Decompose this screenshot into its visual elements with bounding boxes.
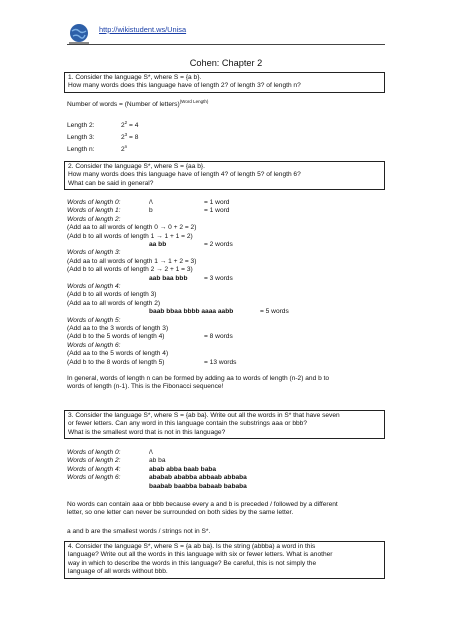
- q3-answer-block: [67, 449, 387, 536]
- formula-exponent: (Word Length): [179, 98, 209, 104]
- q2-l6-step-a: (Add aa to the 5 words of length 4): [67, 350, 169, 358]
- q2-l6-step-b: (Add b to the 8 words of length 5): [67, 358, 165, 366]
- q2-l4-step-b: (Add aa to all words of length 2): [67, 299, 161, 307]
- formula-line: [67, 98, 209, 109]
- question-4-box: [64, 541, 385, 579]
- question-4-line-1: 4. Consider the language S*, where S = {a ab ba}. Is the string (abbba) a word in this: [68, 543, 316, 550]
- q3-l2-label: Words of length 2:: [67, 457, 121, 465]
- site-url-link[interactable]: http://wikistudent.ws/Unisa: [99, 25, 187, 34]
- q2-l2-step-b: (Add b to all words of length 1 → 1 + 1 = 2): [67, 232, 193, 240]
- question-2-line-1: 2. Consider the language S*, where S = {aa b}.: [68, 163, 205, 170]
- q3-l4-words: abab abba baab baba: [149, 465, 217, 473]
- q2-l3-step-b: (Add b to all words of length 2 → 2 + 1 = 3): [67, 266, 193, 274]
- q2-l3-step-a: (Add aa to all words of length 1 → 1 + 2 = 3): [67, 257, 197, 265]
- q3-l4-label: Words of length 4:: [67, 465, 121, 473]
- q2-l5-count: = 8 words: [204, 333, 233, 341]
- length-n-base: 2: [121, 146, 125, 153]
- q3-l2-words: ab ba: [149, 457, 166, 465]
- q2-l2-words: aa bb: [149, 241, 167, 248]
- q3-note-line-1: No words can contain aaa or bbb because every a and b is preceded / followed by a different: [67, 500, 338, 508]
- q2-l4-count: = 5 words: [260, 308, 289, 316]
- q2-l1-count: = 1 word: [204, 207, 230, 215]
- q3-note-line-3: a and b are the smallest words / strings not in S*.: [67, 527, 211, 535]
- question-4-line-3: way in which to describe the words in this language? Be careful, this is not simply the: [68, 559, 317, 567]
- question-1-line-2: How many words does this language have of length 2? of length 3? of length n?: [68, 82, 301, 90]
- q2-l6-count: = 13 words: [204, 358, 237, 366]
- question-4-line-4: language of all words without bbb.: [68, 568, 168, 576]
- q2-l0-count: = 1 word: [204, 199, 230, 206]
- length-3-exp: 3: [124, 131, 128, 137]
- question-2-box: [64, 161, 385, 190]
- question-3-line-1: 3. Consider the language S*, where S = {ab ba}. Write out all the words in S* that have seven: [68, 412, 340, 419]
- q2-l2-label: Words of length 2:: [67, 215, 121, 223]
- length-n-exp: n: [124, 143, 128, 149]
- length-2-result: = 4: [127, 122, 139, 129]
- q2-l4-label: Words of length 4:: [67, 283, 121, 290]
- q3-l0-words: /\: [149, 449, 153, 456]
- q2-l4-words: baab bbaa bbbb aaaa aabb: [149, 308, 234, 316]
- length-2-label: Length 2:: [67, 122, 95, 129]
- length-3-label: Length 3:: [67, 134, 95, 141]
- q2-l5-label: Words of length 5:: [67, 316, 121, 324]
- q2-l1-word: b: [149, 207, 153, 215]
- q2-l2-step-a: (Add aa to all words of length 0 → 0 + 2 = 2): [67, 224, 197, 232]
- q2-l5-step-a: (Add aa to the 3 words of length 3): [67, 325, 169, 333]
- length-n-label: Length n:: [67, 146, 95, 153]
- q3-note-line-2: letter, so one letter can never be surrounded on both sides by the same letter.: [67, 509, 294, 517]
- question-3-box: [64, 410, 385, 439]
- q3-l6-label: Words of length 6:: [67, 474, 121, 482]
- q3-l6-words-a: ababab ababba abbaab abbaba: [149, 474, 247, 482]
- globe-logo-icon: [67, 22, 91, 46]
- q2-general-line-2: words of length (n-1). This is the Fibonacci sequence!: [67, 383, 224, 391]
- q2-l6-label: Words of length 6:: [67, 341, 121, 349]
- q2-l1-label: Words of length 1:: [67, 207, 121, 215]
- q2-l2-count: = 2 words: [204, 241, 233, 248]
- q2-l4-step-a: (Add b to all words of length 3): [67, 291, 157, 299]
- question-3-line-3: What is the smallest word that is not in this language?: [68, 428, 226, 436]
- question-1-line-1: 1. Consider the language S*, where S = {a b}.: [68, 74, 202, 81]
- length-3-base: 2: [121, 134, 125, 141]
- question-2-line-2: How many words does this language have of length 4? of length 5? of length 6?: [68, 171, 301, 179]
- formula-text: Number of words = (Number of letters): [67, 101, 180, 108]
- question-2-line-3: What can be said in general?: [68, 179, 154, 187]
- q2-answer-block: [67, 199, 387, 392]
- length-2-base: 2: [121, 122, 125, 129]
- length-3-result: = 8: [127, 134, 139, 141]
- q2-l0-label: Words of length 0:: [67, 199, 121, 206]
- q2-l3-words: aab baa bbb: [149, 274, 188, 282]
- question-1-box: [64, 72, 385, 93]
- q2-general-line-1: In general, words of length n can be formed by adding aa to words of length (n-2) and b to: [67, 375, 330, 383]
- length-2-exp: 2: [124, 119, 128, 125]
- q3-l6-words-b: baabab baabba babaab bababa: [149, 482, 247, 490]
- q2-l3-label: Words of length 3:: [67, 249, 121, 257]
- question-4-line-2: language? Write out all the words in this language with six or fewer letters. What is another: [68, 551, 333, 559]
- document-title: Cohen: Chapter 2: [189, 58, 263, 68]
- question-3-line-2: or fewer letters. Can any word in this language contain the substrings aaa or bbb?: [68, 420, 307, 428]
- q2-l3-count: = 3 words: [204, 274, 233, 282]
- header-divider: [67, 44, 385, 45]
- q2-l0-word: /\: [149, 199, 153, 206]
- q3-l0-label: Words of length 0:: [67, 449, 121, 456]
- q2-l5-step-b: (Add b to the 5 words of length 4): [67, 333, 165, 341]
